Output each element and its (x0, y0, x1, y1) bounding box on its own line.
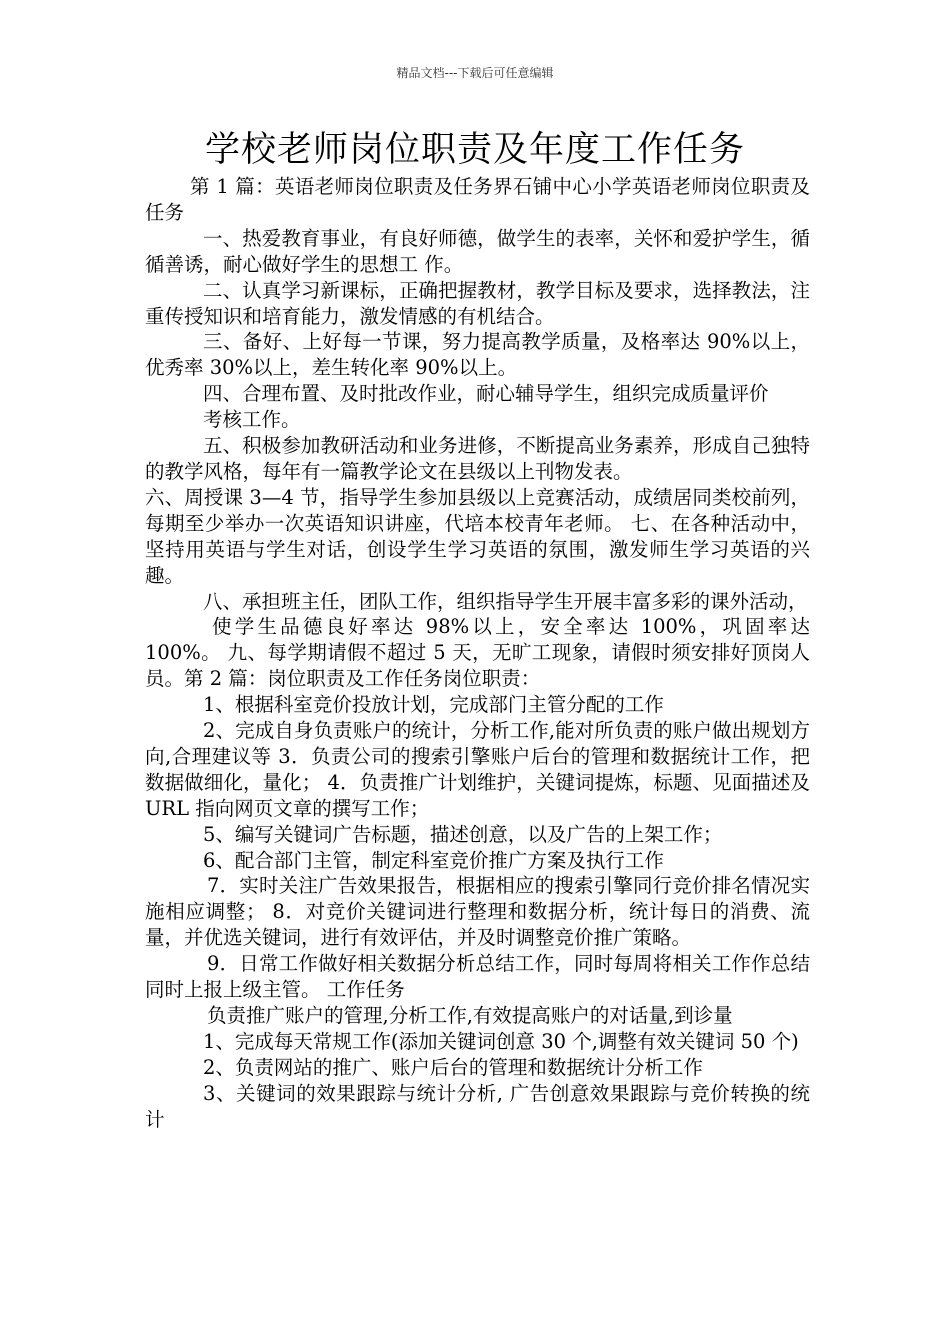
paragraph: 5、编写关键词广告标题，描述创意，以及广告的上架工作； (203, 822, 723, 846)
document-body (145, 174, 810, 1133)
paragraph: 2、负责网站的推广、账户后台的管理和数据统计分析工作 (203, 1055, 703, 1079)
paragraph: 二、认真学习新课标，正确把握教材，教学目标及要求，选择教法，注重传授知识和培育能力，激发情感的有机结合。 (145, 278, 810, 328)
paragraph: 三、备好、上好每一节课，努力提高教学质量，及格率达 90%以上，优秀率 30%以上，差生转化率 90%以上。 (145, 330, 810, 380)
paragraph: 六、周授课 3—4 节，指导学生参加县级以上竞赛活动，成绩居同类校前列，每期至少举办一次英语知识讲座，代培本校青年老师。 七、在各种活动中，坚持用英语与学生对话，创设学生学习英语的氛围，激发师生学习英语的兴趣。 (145, 485, 810, 587)
paragraph: 八、承担班主任，团队工作，组织指导学生开展丰富多彩的课外活动， (203, 589, 808, 613)
paragraph: 使学生品德良好率达 98%以上，安全率达 100%，巩固率达 100%。 九、每学期请假不超过 5 天，无旷工现象，请假时须安排好顶岗人员。第 2 篇：岗位职责及工作任务岗位职责： (145, 615, 810, 691)
paragraph: 四、合理布置、及时批改作业，耐心辅导学生，组织完成质量评价 (203, 382, 769, 406)
document-title: 学校老师岗位职责及年度工作任务 (204, 130, 745, 170)
page-header: 精品文档---下载后可任意编辑 (396, 66, 554, 80)
paragraph: 1、根据科室竞价投放计划，完成部门主管分配的工作 (203, 693, 664, 717)
paragraph: 7．实时关注广告效果报告，根据相应的搜索引擎同行竞价排名情况实施相应调整； 8．对竞价关键词进行整理和数据分析，统计每日的消费、流量，并优选关键词，进行有效评估，并及时调整竞价推广策略。 (145, 874, 810, 950)
paragraph: 负责推广账户的管理,分析工作,有效提高账户的对话量,到诊量 (207, 1004, 733, 1027)
paragraph: 一、热爱教育事业，有良好师德，做学生的表率，关怀和爱护学生，循循善诱，耐心做好学生的思想工 作。 (145, 226, 810, 276)
paragraph: 3、关键词的效果跟踪与统计分析, 广告创意效果跟踪与竞价转换的统计 (145, 1081, 810, 1131)
paragraph: 9．日常工作做好相关数据分析总结工作，同时每周将相关工作作总结同时上报上级主管。 工作任务 (145, 952, 810, 1002)
paragraph: 1、完成每天常规工作(添加关键词创意 30 个,调整有效关键词 50 个) (203, 1029, 799, 1053)
paragraph: 考核工作。 (203, 408, 301, 432)
paragraph: 2、完成自身负责账户的统计，分析工作,能对所负责的账户做出规划方向,合理建议等 3．负责公司的搜索引擎账户后台的管理和数据统计工作，把数据做细化，量化； 4．负责推广计划维护，关键词提炼，标题、见面描述及 URL 指向网页文章的撰写工作； (145, 719, 810, 820)
paragraph: 五、积极参加教研活动和业务进修，不断提高业务素养，形成自己独特的教学风格，每年有一篇教学论文在县级以上刊物发表。 (145, 434, 810, 483)
paragraph: 第 1 篇：英语老师岗位职责及任务界石铺中心小学英语老师岗位职责及任务 (145, 175, 810, 224)
paragraph: 6、配合部门主管，制定科室竞价推广方案及执行工作 (203, 848, 664, 872)
